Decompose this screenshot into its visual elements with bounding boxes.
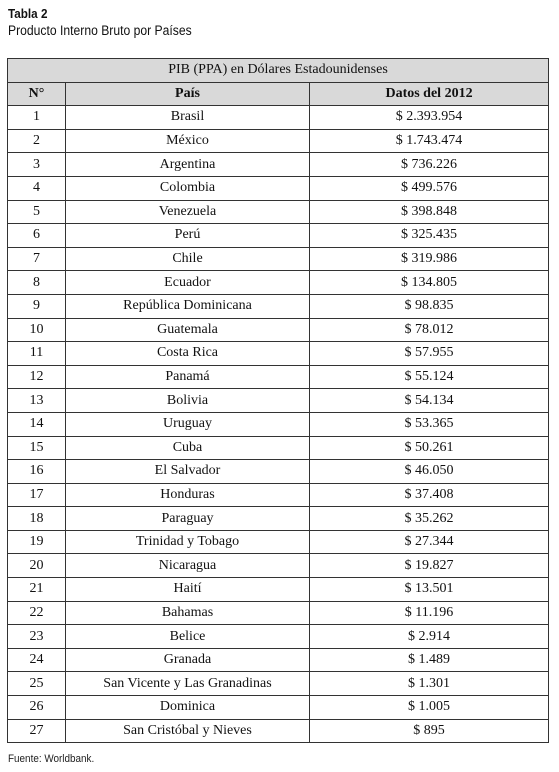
table-row — [8, 530, 549, 554]
cell-gdp-value: $ 736.226 — [310, 153, 549, 177]
cell-country: San Cristóbal y Nieves — [66, 719, 310, 743]
cell-country: Costa Rica — [66, 342, 310, 366]
cell-country: Argentina — [66, 153, 310, 177]
cell-gdp-value: $ 1.301 — [310, 672, 549, 696]
cell-gdp-value: $ 11.196 — [310, 601, 549, 625]
table-row — [8, 247, 549, 271]
cell-country: Nicaragua — [66, 554, 310, 578]
column-header-data-2012: Datos del 2012 — [310, 82, 549, 106]
cell-gdp-value: $ 1.489 — [310, 648, 549, 672]
cell-country: Venezuela — [66, 200, 310, 224]
cell-number: 17 — [8, 483, 66, 507]
table-row — [8, 672, 549, 696]
cell-number: 26 — [8, 696, 66, 720]
cell-country: Granada — [66, 648, 310, 672]
table-row — [8, 554, 549, 578]
cell-number: 19 — [8, 530, 66, 554]
table-row — [8, 436, 549, 460]
table-row — [8, 200, 549, 224]
cell-gdp-value: $ 398.848 — [310, 200, 549, 224]
cell-number: 2 — [8, 129, 66, 153]
cell-country: San Vicente y Las Granadinas — [66, 672, 310, 696]
cell-gdp-value: $ 98.835 — [310, 294, 549, 318]
table-row — [8, 389, 549, 413]
table-row — [8, 648, 549, 672]
cell-number: 4 — [8, 176, 66, 200]
cell-gdp-value: $ 78.012 — [310, 318, 549, 342]
cell-number: 20 — [8, 554, 66, 578]
table-header-row — [8, 82, 549, 106]
table-row — [8, 176, 549, 200]
cell-gdp-value: $ 325.435 — [310, 224, 549, 248]
cell-country: Trinidad y Tobago — [66, 530, 310, 554]
cell-number: 13 — [8, 389, 66, 413]
cell-number: 3 — [8, 153, 66, 177]
table-row — [8, 696, 549, 720]
cell-country: Paraguay — [66, 507, 310, 531]
cell-number: 25 — [8, 672, 66, 696]
table-row — [8, 318, 549, 342]
cell-gdp-value: $ 134.805 — [310, 271, 549, 295]
cell-gdp-value: $ 53.365 — [310, 412, 549, 436]
cell-gdp-value: $ 895 — [310, 719, 549, 743]
table-row — [8, 342, 549, 366]
cell-number: 10 — [8, 318, 66, 342]
table-body — [8, 106, 549, 743]
cell-gdp-value: $ 499.576 — [310, 176, 549, 200]
table-row — [8, 483, 549, 507]
cell-number: 21 — [8, 578, 66, 602]
cell-number: 11 — [8, 342, 66, 366]
cell-gdp-value: $ 19.827 — [310, 554, 549, 578]
table-row — [8, 601, 549, 625]
table-row — [8, 578, 549, 602]
column-header-number: N° — [8, 82, 66, 106]
cell-country: Colombia — [66, 176, 310, 200]
table-row — [8, 507, 549, 531]
cell-gdp-value: $ 55.124 — [310, 365, 549, 389]
cell-number: 9 — [8, 294, 66, 318]
cell-country: Panamá — [66, 365, 310, 389]
cell-gdp-value: $ 35.262 — [310, 507, 549, 531]
cell-country: Belice — [66, 625, 310, 649]
table-row — [8, 294, 549, 318]
cell-gdp-value: $ 2.914 — [310, 625, 549, 649]
table-banner-row — [8, 59, 549, 83]
cell-gdp-value: $ 2.393.954 — [310, 106, 549, 130]
table-title: Producto Interno Bruto por Países — [8, 23, 192, 38]
cell-country: Guatemala — [66, 318, 310, 342]
cell-gdp-value: $ 54.134 — [310, 389, 549, 413]
gdp-table — [7, 58, 549, 743]
cell-number: 15 — [8, 436, 66, 460]
source-note: Fuente: Worldbank. — [8, 753, 95, 765]
cell-number: 7 — [8, 247, 66, 271]
cell-number: 6 — [8, 224, 66, 248]
cell-number: 23 — [8, 625, 66, 649]
cell-number: 14 — [8, 412, 66, 436]
table-row — [8, 719, 549, 743]
table-row — [8, 271, 549, 295]
table-banner: PIB (PPA) en Dólares Estadounidenses — [8, 59, 549, 83]
cell-country: Perú — [66, 224, 310, 248]
cell-country: Bahamas — [66, 601, 310, 625]
cell-country: Chile — [66, 247, 310, 271]
cell-country: Haití — [66, 578, 310, 602]
table-label: Tabla 2 — [8, 6, 48, 21]
table-row — [8, 153, 549, 177]
cell-number: 16 — [8, 460, 66, 484]
cell-number: 22 — [8, 601, 66, 625]
cell-gdp-value: $ 37.408 — [310, 483, 549, 507]
cell-number: 5 — [8, 200, 66, 224]
table-row — [8, 365, 549, 389]
cell-gdp-value: $ 27.344 — [310, 530, 549, 554]
table-row — [8, 129, 549, 153]
cell-country: Honduras — [66, 483, 310, 507]
cell-country: México — [66, 129, 310, 153]
cell-country: Cuba — [66, 436, 310, 460]
cell-country: El Salvador — [66, 460, 310, 484]
cell-gdp-value: $ 319.986 — [310, 247, 549, 271]
cell-country: Uruguay — [66, 412, 310, 436]
cell-number: 8 — [8, 271, 66, 295]
table-row — [8, 106, 549, 130]
cell-number: 1 — [8, 106, 66, 130]
cell-number: 12 — [8, 365, 66, 389]
table-row — [8, 224, 549, 248]
cell-gdp-value: $ 1.005 — [310, 696, 549, 720]
cell-number: 24 — [8, 648, 66, 672]
cell-gdp-value: $ 1.743.474 — [310, 129, 549, 153]
cell-gdp-value: $ 57.955 — [310, 342, 549, 366]
table-row — [8, 412, 549, 436]
cell-number: 18 — [8, 507, 66, 531]
cell-country: Bolivia — [66, 389, 310, 413]
cell-country: Ecuador — [66, 271, 310, 295]
cell-number: 27 — [8, 719, 66, 743]
column-header-country: País — [66, 82, 310, 106]
cell-gdp-value: $ 46.050 — [310, 460, 549, 484]
cell-gdp-value: $ 13.501 — [310, 578, 549, 602]
table-row — [8, 460, 549, 484]
table-row — [8, 625, 549, 649]
cell-country: Dominica — [66, 696, 310, 720]
cell-country: República Dominicana — [66, 294, 310, 318]
cell-gdp-value: $ 50.261 — [310, 436, 549, 460]
cell-country: Brasil — [66, 106, 310, 130]
